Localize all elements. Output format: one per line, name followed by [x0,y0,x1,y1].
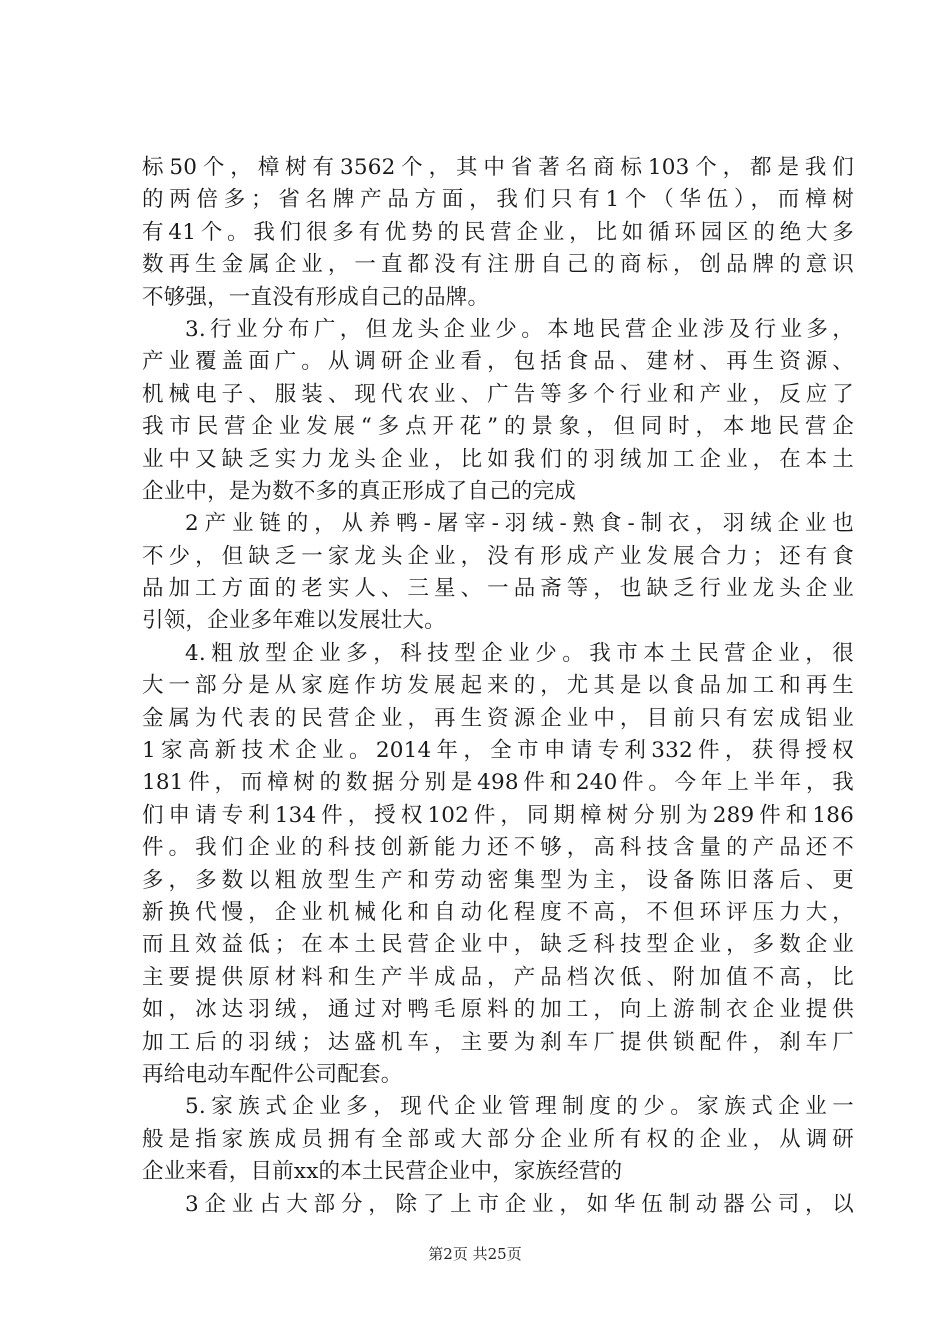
text-line: 5.家族式企业多，现代企业管理制度的少。家族式企业一 [185,1094,854,1120]
text-line: 3.行业分布广，但龙头企业少。本地民营企业涉及行业多， [185,316,854,342]
text-line: 般是指家族成员拥有全部或大部分企业所有权的企业，从调研 [142,1126,854,1152]
body-text [142,152,854,1221]
text-line: 产业覆盖面广。从调研企业看，包括食品、建材、再生资源、 [142,349,854,375]
text-line: 引领，企业多年难以发展壮大。 [142,608,446,634]
text-line: 4.粗放型企业多，科技型企业少。我市本土民营企业，很 [185,640,854,666]
text-line: 3企业占大部分，除了上市企业，如华伍制动器公司，以 [185,1191,854,1217]
text-line: 2产业链的，从养鸭-屠宰-羽绒-熟食-制衣，羽绒企业也 [185,511,854,537]
text-line: 我市民营企业发展“多点开花”的景象，但同时，本地民营企 [142,414,854,440]
text-line: 业中又缺乏实力龙头企业，比如我们的羽绒加工企业，在本土 [142,446,854,472]
text-line: 而且效益低；在本土民营企业中，缺乏科技型企业，多数企业 [142,932,854,958]
text-line: 企业中，是为数不多的真正形成了自己的完成 [142,478,577,504]
text-line: 新换代慢，企业机械化和自动化程度不高，不但环评压力大， [142,899,854,925]
text-line: 大一部分是从家庭作坊发展起来的，尤其是以食品加工和再生 [142,673,854,699]
text-line: 品加工方面的老实人、三星、一品斋等，也缺乏行业龙头企业 [142,576,854,602]
text-line: 主要提供原材料和生产半成品，产品档次低、附加值不高，比 [142,964,854,990]
text-line: 的两倍多；省名牌产品方面，我们只有1个（华伍），而樟树 [142,187,854,213]
text-line: 加工后的羽绒；达盛机车，主要为刹车厂提供锁配件，刹车厂 [142,1029,854,1055]
text-line: 多，多数以粗放型生产和劳动密集型为主，设备陈旧落后、更 [142,867,854,893]
text-line: 数再生金属企业，一直都没有注册自己的商标，创品牌的意识 [142,252,854,278]
text-line: 不够强，一直没有形成自己的品牌。 [142,284,490,310]
text-line: 1家高新技术企业。2014年，全市申请专利332件，获得授权 [142,738,854,764]
text-line: 标50个，樟树有3562个，其中省著名商标103个，都是我们 [142,155,854,180]
text-line: 企业来看，目前xx的本土民营企业中，家族经营的 [142,1159,623,1185]
text-line: 机械电子、服装、现代农业、广告等多个行业和产业，反应了 [142,381,854,407]
text-line: 再给电动车配件公司配套。 [142,1061,403,1087]
text-line: 有41个。我们很多有优势的民营企业，比如循环园区的绝大多 [142,219,854,245]
text-line: 不少，但缺乏一家龙头企业，没有形成产业发展合力；还有食 [142,543,854,569]
text-line: 金属为代表的民营企业，再生资源企业中，目前只有宏成铝业 [142,705,854,731]
text-line: 件。我们企业的科技创新能力还不够，高科技含量的产品还不 [142,835,854,861]
text-line: 如，冰达羽绒，通过对鸭毛原料的加工，向上游制衣企业提供 [142,997,854,1023]
text-line: 们申请专利134件，授权102件，同期樟树分别为289件和186 [142,802,854,828]
text-line: 181件，而樟树的数据分别是498件和240件。今年上半年，我 [142,770,854,796]
page-number-footer: 第2页 共25页 [428,1245,522,1263]
